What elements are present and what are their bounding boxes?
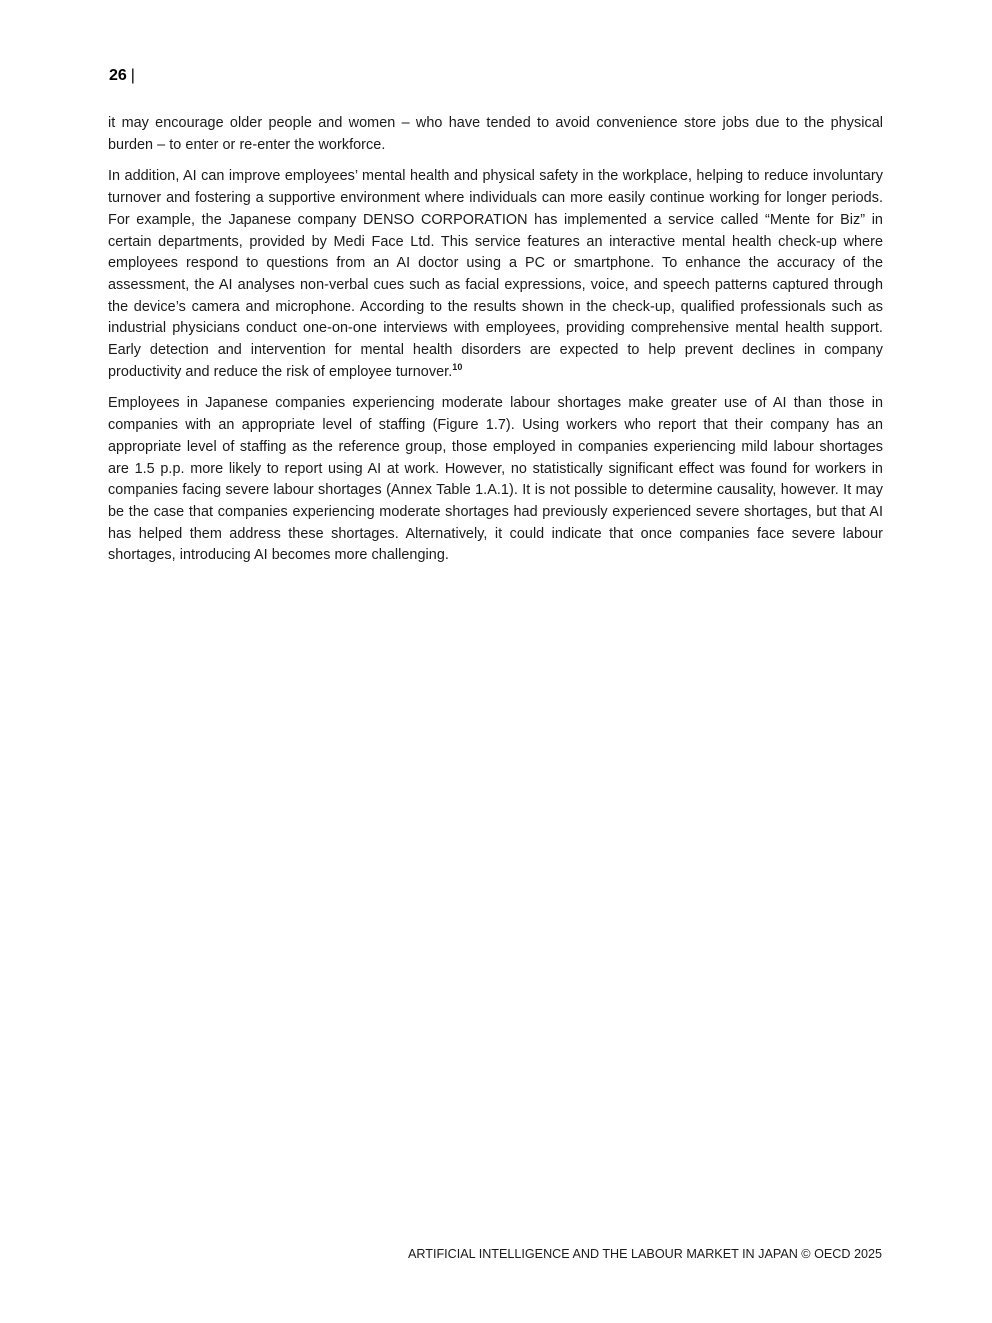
paragraph-3: Employees in Japanese companies experiencing moderate labour shortages make greater use of AI than those in companies with an appropriate level of staffing (Figure 1.7). Using workers who report that their company has an appropriate level of staffing as the reference group, those employed in companies experiencing mild labour shortages are 1.5 p.p. more likely to report using AI at work. However, no statistically significant effect was found for workers in companies facing severe labour shortages (Annex Table 1.A.1). It is not possible to determine causality, however. It may be the case that companies experiencing moderate shortages had previously experienced severe shortages, but that AI has helped them address these shortages. Alternatively, it could indicate that once companies face severe labour shortages, introducing AI becomes more challenging. (108, 395, 883, 564)
header-separator: | (130, 67, 135, 84)
footnote-ref-10[interactable]: 10 (452, 361, 463, 372)
body-text (108, 113, 883, 577)
paragraph-1: it may encourage older people and women – who have tended to avoid convenience store jobs due to the physical burden – to enter or re-enter the workforce. (108, 115, 883, 153)
paragraph-2-text: In addition, AI can improve employees’ mental health and physical safety in the workplace, helping to reduce involuntary turnover and fostering a supportive environment where individuals can more easily continue working for longer periods. For example, the Japanese company DENSO CORPORATION has implemented a service called “Mente for Biz” in certain departments, provided by Medi Face Ltd. This service features an interactive mental health check-up where employees respond to questions from an AI doctor using a PC or smartphone. To enhance the accuracy of the assessment, the AI analyses non-verbal cues such as facial expressions, voice, and speech patterns captured through the device’s camera and microphone. According to the results shown in the check-up, qualified professionals such as industrial physicians conduct one-on-one interviews with employees, providing comprehensive mental health support. Early detection and intervention for mental health disorders are expected to help prevent declines in company productivity and reduce the risk of employee turnover. (108, 168, 883, 380)
page-footer: ARTIFICIAL INTELLIGENCE AND THE LABOUR MARKET IN JAPAN © OECD 2025 (408, 1247, 882, 1261)
page-header (109, 66, 135, 86)
paragraph-2 (108, 166, 883, 383)
page-number: 26 (109, 67, 127, 84)
